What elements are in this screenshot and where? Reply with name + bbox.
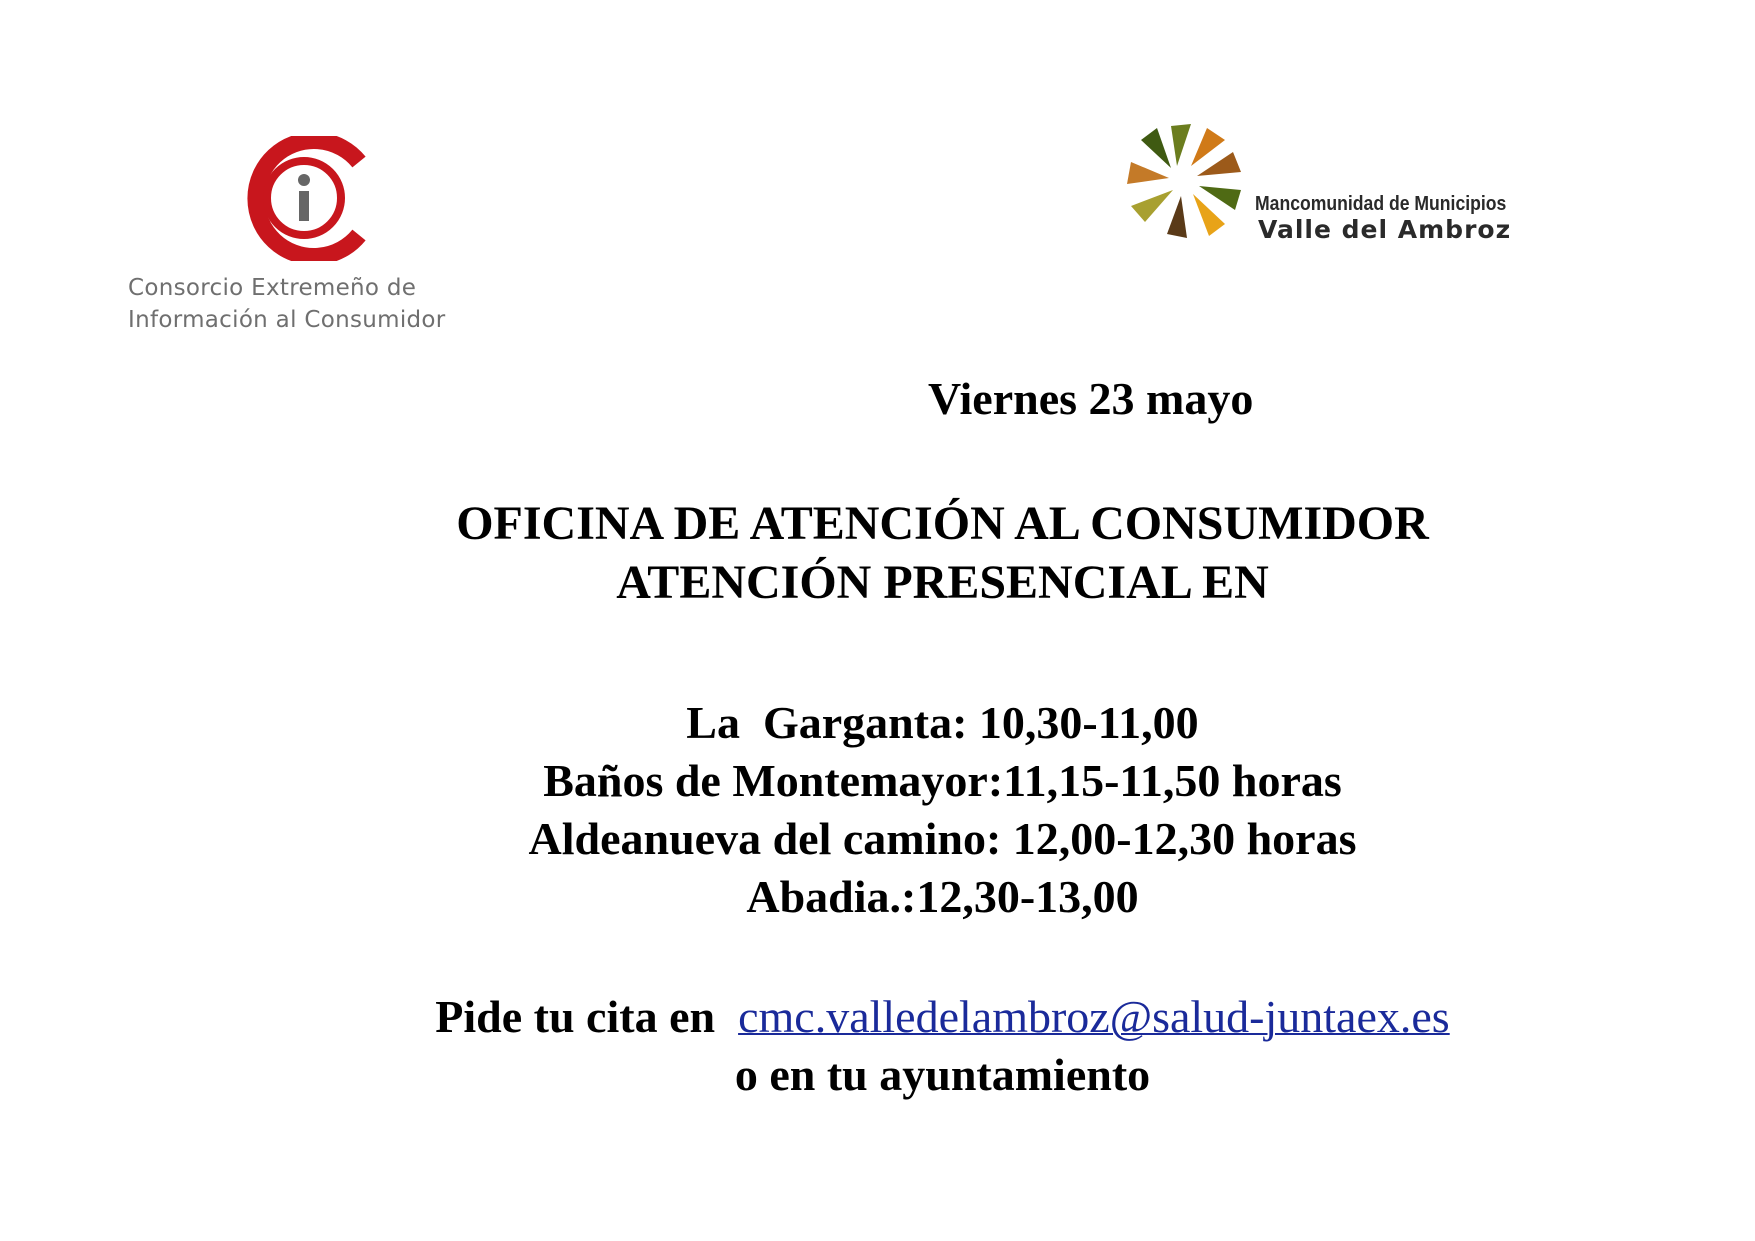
contact-prefix: Pide tu cita en	[435, 991, 739, 1042]
schedule-item: Baños de Montemayor:11,15-11,50 horas	[543, 755, 1342, 806]
consumer-org-line1: Consorcio Extremeño de	[128, 275, 417, 301]
schedule-item: La Garganta: 10,30-11,00	[686, 697, 1199, 748]
schedule-item: Aldeanueva del camino: 12,00-12,30 horas	[528, 813, 1357, 864]
office-headings	[0, 494, 1755, 612]
consumer-info-logo-icon	[241, 136, 381, 261]
valle-del-ambroz-logo-icon	[1125, 120, 1250, 245]
contact-block	[0, 988, 1755, 1104]
consumer-info-logo	[126, 136, 506, 336]
valle-del-ambroz-logo	[1125, 120, 1565, 250]
mancomunidad-line1: Mancomunidad de Municipios	[1255, 193, 1507, 215]
heading-line2: ATENCIÓN PRESENCIAL EN	[616, 556, 1269, 609]
heading-line1: OFICINA DE ATENCIÓN AL CONSUMIDOR	[456, 497, 1429, 550]
consumer-org-line2: Información al Consumidor	[128, 307, 446, 333]
schedule-item: Abadia.:12,30-13,00	[746, 871, 1139, 922]
mancomunidad-line2: Valle del Ambroz	[1258, 215, 1512, 244]
consumer-org-name	[128, 272, 446, 336]
contact-email-link[interactable]: cmc.valledelambroz@salud-juntaex.es	[738, 991, 1450, 1042]
event-date: Viernes 23 mayo	[928, 373, 1254, 424]
contact-suffix: o en tu ayuntamiento	[734, 1049, 1151, 1100]
schedule-list	[0, 694, 1755, 926]
